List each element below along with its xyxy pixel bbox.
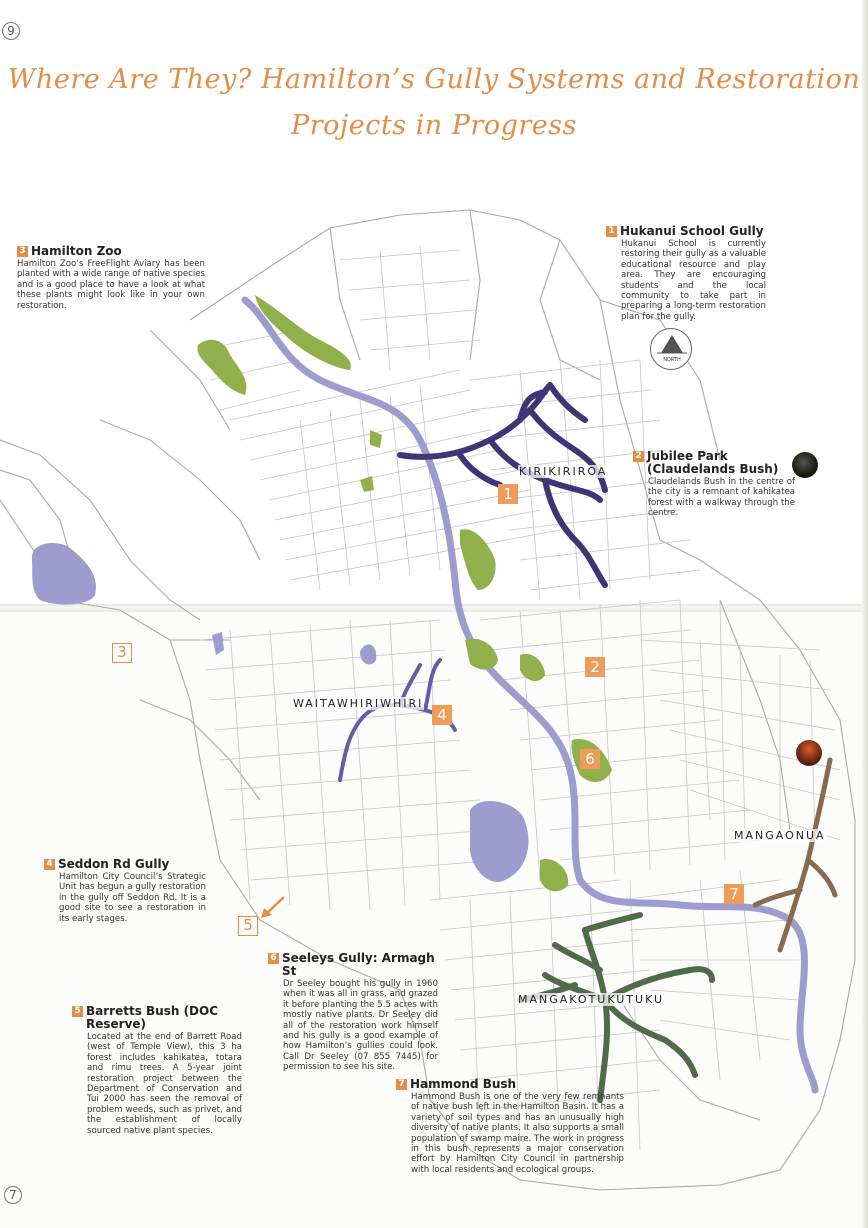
site-title: Seddon Rd Gully [58, 857, 170, 871]
site-description: Claudelands Bush in the centre of the city is a remnant of kahikatea forest with a walkway through the centre. [648, 477, 795, 519]
map-marker-1: 1 [498, 484, 518, 504]
place-waitawhiriwhiri: WAITAWHIRIWHIRI [293, 697, 424, 710]
north-compass [650, 328, 692, 370]
site-note-2 [633, 450, 795, 519]
site-title: Seeleys Gully: Armagh St [282, 951, 435, 978]
site-number: 4 [44, 859, 55, 870]
map-marker-6: 6 [580, 749, 600, 769]
site-description: Located at the end of Barrett Road (west of Temple View), this 3 ha forest includes kahikatea, totara and rimu trees. A 5-year joint restoration project between the Department of Conservation and Tui 2000 has seen the removal of problem weeds, such as privet, and the establishment of locally sourced native plant species. [87, 1032, 242, 1136]
site-title: Hukanui School Gully [620, 224, 764, 238]
site-title: Hamilton Zoo [31, 244, 122, 258]
page-title-line1: Where Are They? Hamilton’s Gully Systems and Restoration [7, 64, 861, 95]
site-note-6 [268, 952, 438, 1073]
map-marker-4: 4 [432, 705, 452, 725]
site-note-5 [72, 1005, 242, 1136]
site-note-3 [17, 245, 205, 311]
site-note-7 [396, 1078, 624, 1175]
site-note-4 [44, 858, 206, 924]
site-description: Hammond Bush is one of the very few remnants of native bush left in the Hamilton Basin. It has a variety of soil types and has an unusually high diversity of native plants. It also supports a small population of swamp maire. The work in progress in this bush represents a major conservation effort by Hamilton City Council in partnership with local residents and ecological groups. [411, 1092, 624, 1175]
place-mangakotukutuku: MANGAKOTUKUTUKU [518, 993, 665, 1006]
map-marker-3: 3 [112, 643, 132, 663]
site-number: 5 [72, 1006, 83, 1017]
site-title: Barretts Bush (DOC Reserve) [86, 1004, 219, 1031]
site-title: Hammond Bush [410, 1077, 517, 1091]
page-number-top: 9 [2, 22, 20, 40]
site-description: Dr Seeley bought his gully in 1960 when it was all in grass, and grazed it before planting the 5.5 acres with mostly native plants. Dr Seeley did all of the restoration work himself and his gully is a good example of how Hamilton’s gullies could look. Call Dr Seeley (07 855 7445) for permission to see his site. [283, 979, 438, 1073]
site-description: Hamilton Zoo’s FreeFlight Aviary has been planted with a wide range of native species and is a good place to have a look at what these plants might look like in your own restoration. [17, 259, 205, 311]
place-kirikiriroa: KIRIKIRIROA [519, 465, 608, 478]
site-note-1 [606, 225, 766, 322]
site-number: 7 [396, 1079, 407, 1090]
small-lake-west [212, 632, 224, 655]
site-number: 3 [17, 246, 28, 257]
small-lake-north [360, 644, 376, 664]
site-description: Hamilton City Council’s Strategic Unit has begun a gully restoration in the gully off Seddon Rd. It is a good site to see a restoration in its early stages. [59, 872, 206, 924]
map-marker-5: 5 [238, 916, 258, 936]
lake-hamilton [470, 801, 528, 882]
direction-arrow-icon [258, 894, 288, 920]
page-number-bottom: 7 [4, 1186, 22, 1204]
north-arrow-icon [651, 329, 693, 371]
lake-rotokauri [32, 543, 96, 605]
place-mangaonua: MANGAONUA [734, 829, 826, 842]
site-number: 2 [633, 451, 644, 462]
map-marker-7: 7 [724, 884, 744, 904]
punch-hole-top [792, 452, 818, 478]
site-title: Jubilee Park (Claudelands Bush) [647, 449, 779, 476]
site-description: Hukanui School is currently restoring their gully as a valuable educational resource and play area. They are encouraging students and the local community to take part in preparing a long-term restoration plan for the gully. [621, 239, 766, 322]
map-marker-2: 2 [585, 657, 605, 677]
page-title-line2: Projects in Progress [291, 110, 577, 141]
compass-label: NORTH [663, 357, 681, 363]
site-number: 1 [606, 226, 617, 237]
punch-hole-bottom [796, 740, 822, 766]
site-number: 6 [268, 953, 279, 964]
